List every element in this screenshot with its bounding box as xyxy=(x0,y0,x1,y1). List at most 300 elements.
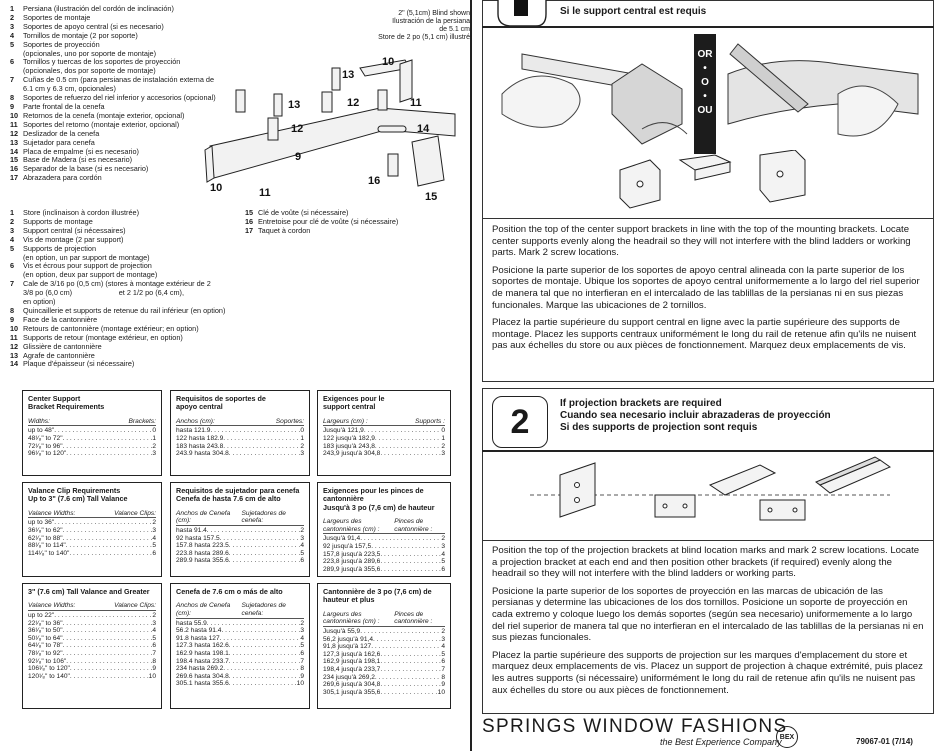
dot-leader xyxy=(380,558,441,566)
table-row xyxy=(323,628,445,636)
exploded-view-diagram xyxy=(200,50,465,200)
step-1-text-fr: Placez la partie supérieure du support central en ligne avec la partie supérieure des supports de montage. Placez les supports centraux uniformément le long du rail de retenue afin qu'ils ne nuisent pas aux échelles du store ou aux pièces de fonctionnement. Marquez deux emplacements de vis. xyxy=(492,317,917,352)
dot-leader xyxy=(375,443,441,451)
part-description: Taquet à cordon xyxy=(258,225,311,235)
or-label-es: O xyxy=(701,77,709,88)
table-row xyxy=(323,674,445,682)
part-description: Cuñas de 0.5 cm (para persianas de instalación externa de xyxy=(23,75,215,85)
part-number: 10 xyxy=(10,323,19,333)
dot-leader xyxy=(380,551,441,559)
table-cell-range: hasta 55.9 xyxy=(176,619,207,627)
part-description: Soportes de montaje xyxy=(23,12,91,22)
note-line: Store de 2 po (5,1 cm) illustré xyxy=(378,34,470,41)
step-2-heading-en: If projection brackets are required xyxy=(560,398,722,409)
table-cell-range: up to 48" xyxy=(28,427,55,435)
step-2-heading-fr: Si des supports de projection sont requis xyxy=(560,422,758,433)
table-header xyxy=(28,602,156,611)
part-description: (opcionales, uno por soporte de montaje) xyxy=(23,48,157,58)
table-row xyxy=(28,519,156,527)
part-number: 5 xyxy=(10,39,15,49)
dot-leader xyxy=(229,557,301,565)
table-cell-range: 92 jusqu'à 157,5 xyxy=(323,543,372,550)
parts-list-item xyxy=(10,360,242,369)
part-description: Soportes de refuerzo del riel inferior y accesorios (opcional) xyxy=(23,93,216,103)
table-cell-range: 162,9 jusqu'à 198,1 xyxy=(323,658,381,666)
table-header xyxy=(28,418,156,427)
table-center-support-en xyxy=(22,390,162,476)
note-line: de 5.1 cm xyxy=(439,26,470,33)
callout-10-bottom: 10 xyxy=(210,182,223,194)
table-cell-range: hasta 121.9 xyxy=(176,427,211,435)
table-cell-range: 305.1 hasta 355.6 xyxy=(176,680,229,688)
table-row xyxy=(176,557,304,565)
dot-leader xyxy=(63,535,153,543)
table-row xyxy=(28,542,156,550)
part-description: Placa de empalme (si es necesario) xyxy=(23,146,139,156)
part-number: 13 xyxy=(10,137,19,147)
step-2-text-en: Position the top of the projection brackets at blind location marks and mark 2 screw locations. Locate a projection bracket at each end and then position other brackets (if required) evenly along the headrail so they will not interfere with the blind ladders or working parts. xyxy=(492,545,920,580)
step-1-text-rule xyxy=(482,218,934,219)
part-number: 14 xyxy=(10,359,19,369)
callout-10-top: 10 xyxy=(382,56,395,68)
part-description: Vis de montage (2 par support) xyxy=(23,234,124,244)
table-cell-range: 114¹⁄₈" to 140" xyxy=(28,549,70,557)
part-description: Soportes de apoyo central (si es necesario) xyxy=(23,21,164,31)
dot-leader xyxy=(229,550,301,558)
table-cell-count: 4 xyxy=(152,534,156,542)
dot-leader xyxy=(223,665,300,673)
table-row xyxy=(176,542,304,550)
table-row xyxy=(28,658,156,666)
table-valance-clip-fr xyxy=(317,482,451,577)
table-title-line: 3" (7.6 cm) Tall Valance and Greater xyxy=(28,587,150,596)
part-description: Glissière de cantonnière xyxy=(23,341,102,351)
part-description: Parte frontal de la cenefa xyxy=(23,101,105,111)
parts-list-french xyxy=(10,209,242,369)
table-cell-count: 10 xyxy=(296,680,304,688)
table-cell-count: 9 xyxy=(300,672,304,680)
dot-leader xyxy=(70,673,149,681)
slider-12a xyxy=(322,92,332,112)
step-2-heading-rule xyxy=(482,450,934,452)
step-1-text-en: Position the top of the center support brackets in line with the top of the mounting brackets. Locate center supports evenly along the headrail so they will not interfere with the blind ladders or working parts. Mark 2 screw locations. xyxy=(492,224,911,259)
table-cell-range: up to 22" xyxy=(28,612,55,619)
table-cell-count: 5 xyxy=(441,650,445,658)
table-cell-count: 2 xyxy=(152,442,156,450)
table-cell-range: 96¹⁄₈" to 120" xyxy=(28,450,67,458)
dot-leader xyxy=(380,681,441,689)
dot-leader xyxy=(373,636,441,644)
callout-13-left: 13 xyxy=(288,99,301,111)
table-cell-range: up to 36" xyxy=(28,519,55,527)
table-center-support-fr xyxy=(317,390,451,476)
part-number: 2 xyxy=(10,12,15,22)
table-title-line: Bracket Requirements xyxy=(28,402,105,412)
table-header-left: Valance Widths: xyxy=(28,602,76,610)
table-row xyxy=(323,566,445,574)
table-cell-range: 198.4 hasta 233.7 xyxy=(176,657,229,665)
table-row xyxy=(28,450,156,458)
dot-leader xyxy=(221,627,300,635)
table-row xyxy=(28,627,156,635)
table-title xyxy=(323,487,445,512)
part-number: 12 xyxy=(10,341,19,351)
part-number: 4 xyxy=(10,234,15,244)
brand-tagline: the Best Experience Company xyxy=(660,737,782,747)
table-row xyxy=(28,527,156,535)
table-row xyxy=(323,443,445,451)
part-number: 11 xyxy=(10,332,18,342)
part-description: Quincaillerie et supports de retenue du rail inférieur (en option) xyxy=(23,305,226,315)
table-row xyxy=(28,443,156,451)
dot-leader xyxy=(210,427,300,435)
table-row xyxy=(323,643,445,651)
bracket-11a xyxy=(236,90,245,112)
bex-logo xyxy=(776,726,798,748)
table-row xyxy=(28,642,156,650)
part-description: Plaque d'épaisseur (si nécessaire) xyxy=(23,359,135,369)
callout-11-bottom: 11 xyxy=(259,187,271,199)
table-row xyxy=(28,620,156,628)
part-description: Cale de 3/16 po (0,5 cm) (stores à montage extérieur de 2 xyxy=(23,279,211,289)
table-header-right: Brackets: xyxy=(128,417,156,425)
part-description: Retornos de la cenefa (montaje exterior, opcional) xyxy=(23,110,185,120)
part-number xyxy=(10,289,23,298)
table-title xyxy=(323,588,445,605)
table-header xyxy=(176,418,304,427)
part-number: 9 xyxy=(10,314,15,324)
part-description: Abrazadera para cordón xyxy=(23,173,102,183)
step-1-heading-rule xyxy=(482,26,934,28)
table-title-line: Jusqu'à 3 po (7,6 cm) de hauteur xyxy=(323,502,435,512)
table-title-line: Valance Clip Requirements xyxy=(28,486,121,495)
table-row xyxy=(176,673,304,681)
part-number: 14 xyxy=(10,146,19,156)
table-row xyxy=(323,450,445,458)
table-cell-range: 127,3 jusqu'à 162,6 xyxy=(323,650,381,658)
slider-12b xyxy=(268,118,278,140)
step-2-instructions xyxy=(492,545,924,702)
table-cell-range: 234 hasta 269.2 xyxy=(176,665,224,673)
table-row xyxy=(28,665,156,673)
table-cell-count: 8 xyxy=(441,673,445,681)
dot-leader xyxy=(63,443,153,451)
part-description: (opcionales, dos por soporte de montaje) xyxy=(23,66,156,76)
page-fold-divider xyxy=(470,0,472,751)
step-1-instructions xyxy=(492,224,924,358)
table-header xyxy=(176,602,304,618)
table-row xyxy=(176,627,304,635)
table-cell-count: 1 xyxy=(300,435,304,442)
dot-leader xyxy=(54,612,152,620)
part-description: Supports de montage xyxy=(23,216,93,226)
table-title-line: hauteur et plus xyxy=(323,595,375,605)
dot-leader xyxy=(207,620,301,628)
table-row xyxy=(176,443,304,451)
callout-12-left: 12 xyxy=(291,123,304,135)
table-cell-range: 72¹⁄₈" to 96" xyxy=(28,442,63,450)
dot-leader xyxy=(380,658,441,666)
table-row xyxy=(28,650,156,658)
table-cell-count: 5 xyxy=(441,558,445,566)
step-1-photo-right xyxy=(718,34,930,154)
table-cell-count: 4 xyxy=(441,643,445,651)
table-row xyxy=(323,551,445,559)
table-cell-range: 243,9 jusqu'à 304,8 xyxy=(323,450,381,458)
dot-leader xyxy=(380,651,441,659)
dot-leader xyxy=(229,680,297,688)
diagram-note xyxy=(330,10,470,42)
part-number: 5 xyxy=(10,243,15,253)
table-cell-count: 4 xyxy=(152,627,156,635)
dot-leader xyxy=(371,643,441,651)
part-description: Store (inclinaison à cordon illustrée) xyxy=(23,208,139,217)
document-code: 79067-01 (7/14) xyxy=(856,737,913,746)
step-2-number: 2 xyxy=(510,403,530,441)
part-description: Retours de cantonnière (montage extérieur; en option) xyxy=(23,323,199,333)
table-cell-range: 162.9 hasta 198.1 xyxy=(176,649,229,657)
dot-leader xyxy=(229,450,301,458)
table-title-line: support central xyxy=(323,402,376,412)
table-row xyxy=(323,535,445,543)
table-title xyxy=(323,395,445,412)
table-cell-count: 3 xyxy=(441,543,445,550)
step-2-number-box xyxy=(492,396,548,448)
or-label-en: OR xyxy=(697,49,713,60)
table-header-right: Valance Clips: xyxy=(114,602,156,610)
table-row xyxy=(176,550,304,558)
table-cell-range: 183 jusqu'à 243,8 xyxy=(323,442,375,450)
table-cell-range: 157,8 jusqu'à 223,5 xyxy=(323,550,381,558)
dot-leader xyxy=(229,650,301,658)
part-number: 16 xyxy=(10,164,19,174)
table-row xyxy=(176,680,304,688)
table-cell-count: 3 xyxy=(152,527,156,534)
dot-leader xyxy=(229,542,301,550)
table-title-line: Cenefa de 7.6 cm o más de alto xyxy=(176,587,283,596)
dot-leader xyxy=(207,527,301,535)
table-header-left: Anchos de Cenefa (cm): xyxy=(176,509,231,525)
table-title xyxy=(176,588,304,596)
table-header-left: Largeurs des cantonnières (cm) : xyxy=(323,610,380,626)
table-cell-count: 7 xyxy=(441,665,445,673)
table-cell-count: 5 xyxy=(300,642,304,650)
part-description: Persiana (ilustración del cordón de inclinación) xyxy=(23,4,174,13)
table-cell-range: 269,6 jusqu'à 304,8 xyxy=(323,681,381,689)
table-title xyxy=(28,395,156,412)
table-row xyxy=(323,651,445,659)
table-row xyxy=(323,435,445,443)
table-tall-valance-fr xyxy=(317,583,451,709)
part-number: 8 xyxy=(10,93,15,103)
table-cell-range: 198,4 jusqu'à 233,7 xyxy=(323,665,381,673)
dot-leader xyxy=(380,566,441,574)
table-cell-range: 289.9 hasta 355.6 xyxy=(176,557,229,565)
table-cell-count: 2 xyxy=(441,442,445,450)
dot-leader xyxy=(63,620,153,628)
table-row xyxy=(28,673,156,681)
table-row xyxy=(176,665,304,673)
table-valance-clip-es xyxy=(170,482,310,577)
table-header xyxy=(323,418,445,427)
table-cell-count: 3 xyxy=(300,450,304,458)
dot-leader xyxy=(70,665,152,673)
table-cell-count: 8 xyxy=(300,665,304,673)
table-title xyxy=(176,395,304,412)
table-header-right: Supports : xyxy=(414,417,445,425)
block-15 xyxy=(412,136,444,186)
table-header xyxy=(28,510,156,519)
table-row xyxy=(323,427,445,435)
part-number: 8 xyxy=(10,305,15,315)
table-header-left: Largeurs des cantonnières (cm) : xyxy=(323,518,380,533)
table-tall-valance-es xyxy=(170,583,310,709)
dot-leader xyxy=(380,666,441,674)
table-cell-count: 2 xyxy=(441,628,445,635)
table-cell-range: 56.2 hasta 91.4 xyxy=(176,627,222,635)
part-number: 7 xyxy=(10,75,15,85)
step-1-bracket-illustrations xyxy=(600,150,830,210)
table-row xyxy=(323,558,445,566)
table-header xyxy=(323,611,445,627)
part-number: 3 xyxy=(10,21,15,31)
dot-leader xyxy=(66,658,152,666)
part-description: Deslizador de la cenefa xyxy=(23,128,100,138)
parts-list-french-continued xyxy=(245,209,435,236)
table-cell-range: 183 hasta 243.8 xyxy=(176,442,224,450)
part-number: 2 xyxy=(10,216,15,226)
or-dot: • xyxy=(703,63,707,74)
callout-13-top: 13 xyxy=(342,69,355,81)
dot-leader xyxy=(63,527,153,535)
table-cell-count: 0 xyxy=(441,427,445,435)
part-description: (en option, deux par support de montage) xyxy=(23,270,158,280)
table-cell-range: 62¹⁄₈" to 88" xyxy=(28,534,63,542)
dot-leader xyxy=(66,542,153,550)
table-row xyxy=(28,427,156,435)
dot-leader xyxy=(360,535,441,543)
step-2-heading-es: Cuando sea necesario incluir abrazaderas de proyección xyxy=(560,410,831,421)
table-cell-range: 50¹⁄₈" to 64" xyxy=(28,634,63,642)
or-label-fr: OU xyxy=(697,105,713,116)
table-header-right: Pinces de cantonnière : xyxy=(394,518,433,533)
table-cell-count: 4 xyxy=(441,550,445,558)
table-row xyxy=(176,527,304,535)
table-cell-range: 234 jusqu'à 269,2 xyxy=(323,673,375,681)
dot-leader xyxy=(380,450,441,458)
table-cell-range: 289,9 jusqu'à 355,6 xyxy=(323,565,381,573)
table-cell-count: 4 xyxy=(300,634,304,642)
table-title-line: Cantonnière de 3 po (7,6 cm) de xyxy=(323,587,432,596)
table-cell-range: 223.8 hasta 289.6 xyxy=(176,549,229,557)
table-cell-range: 122 jusqu'à 182,9 xyxy=(323,435,375,442)
part-description: Supports de projection xyxy=(23,243,97,253)
table-cell-count: 3 xyxy=(441,635,445,643)
table-cell-range: 305,1 jusqu'à 355,6 xyxy=(323,688,381,696)
part-description: en option) xyxy=(23,297,56,307)
step-2-text-rule xyxy=(482,540,934,541)
note-line: 2" (5,1cm) Blind shown xyxy=(398,10,470,17)
part-number: 17 xyxy=(245,225,254,235)
table-cell-range: 56,2 jusqu'à 91,4 xyxy=(323,635,374,643)
callout-14: 14 xyxy=(417,123,430,135)
dot-leader xyxy=(63,642,153,650)
dot-leader xyxy=(63,635,153,643)
dot-leader xyxy=(375,674,441,682)
dot-leader xyxy=(229,658,301,666)
dot-leader xyxy=(375,435,441,443)
table-cell-range: 269.6 hasta 304.8 xyxy=(176,672,229,680)
callout-15: 15 xyxy=(425,191,438,200)
step-1-heading: Si le support central est requis xyxy=(560,6,707,17)
table-header-right: Pinces de cantonnière : xyxy=(394,610,433,626)
table-row xyxy=(323,689,445,697)
callout-9: 9 xyxy=(295,151,302,163)
table-cell-range: 48¹⁄₈" to 72" xyxy=(28,435,63,442)
dot-leader xyxy=(63,650,153,658)
table-row xyxy=(28,612,156,620)
table-cell-count: 0 xyxy=(152,427,156,435)
table-cell-range: 22¹⁄₈" to 36" xyxy=(28,619,63,627)
table-header-left: Widths: xyxy=(28,417,50,425)
callout-11-right: 11 xyxy=(410,97,422,109)
part-number: 12 xyxy=(10,128,19,138)
table-cell-count: 9 xyxy=(152,665,156,673)
table-row xyxy=(176,427,304,435)
table-header-left: Valance Widths: xyxy=(28,509,76,517)
table-cell-range: Jusqu'à 91,4 xyxy=(323,535,361,543)
dot-leader xyxy=(54,427,152,435)
table-cell-range: 36¹⁄₈" to 50" xyxy=(28,627,63,635)
part-number: 9 xyxy=(10,101,15,111)
part-description: Agrafe de cantonnière xyxy=(23,350,95,360)
table-cell-count: 3 xyxy=(152,619,156,627)
table-cell-count: 8 xyxy=(152,657,156,665)
part-number: 10 xyxy=(10,110,19,120)
table-header xyxy=(176,510,304,526)
table-cell-count: 2 xyxy=(152,519,156,527)
table-cell-range: hasta 91.4 xyxy=(176,527,207,534)
dot-leader xyxy=(223,443,300,451)
table-cell-count: 2 xyxy=(152,612,156,619)
part-number: 6 xyxy=(10,57,15,67)
part-description: Base de Madera (si es necesario) xyxy=(23,155,133,165)
table-header-left: Anchos de Cenefa (cm): xyxy=(176,602,231,617)
table-title xyxy=(28,487,156,504)
part-number: 15 xyxy=(245,208,254,217)
table-title-line: Exigences pour les pinces de cantonnière xyxy=(323,486,424,504)
table-row xyxy=(323,636,445,644)
table-cell-range: 243.9 hasta 304.8 xyxy=(176,450,229,458)
table-row xyxy=(323,658,445,666)
table-row xyxy=(176,620,304,628)
part-description: Sujetador para cenefa xyxy=(23,137,95,147)
or-dot: • xyxy=(703,91,707,102)
table-cell-range: 88¹⁄₈" to 114" xyxy=(28,542,66,550)
table-cell-count: 5 xyxy=(152,542,156,550)
part-number: 6 xyxy=(10,261,15,271)
table-title xyxy=(176,487,304,504)
table-cell-range: 91.8 hasta 127 xyxy=(176,634,220,642)
bex-logo-text: BEX xyxy=(779,734,795,741)
dot-leader xyxy=(54,519,152,527)
part-description: Support central (si nécessaires) xyxy=(23,225,126,235)
table-title-line: apoyo central xyxy=(176,402,223,412)
part-number: 13 xyxy=(10,350,19,360)
return-piece-side xyxy=(400,60,412,102)
table-row xyxy=(323,543,445,551)
dot-leader xyxy=(229,642,301,650)
